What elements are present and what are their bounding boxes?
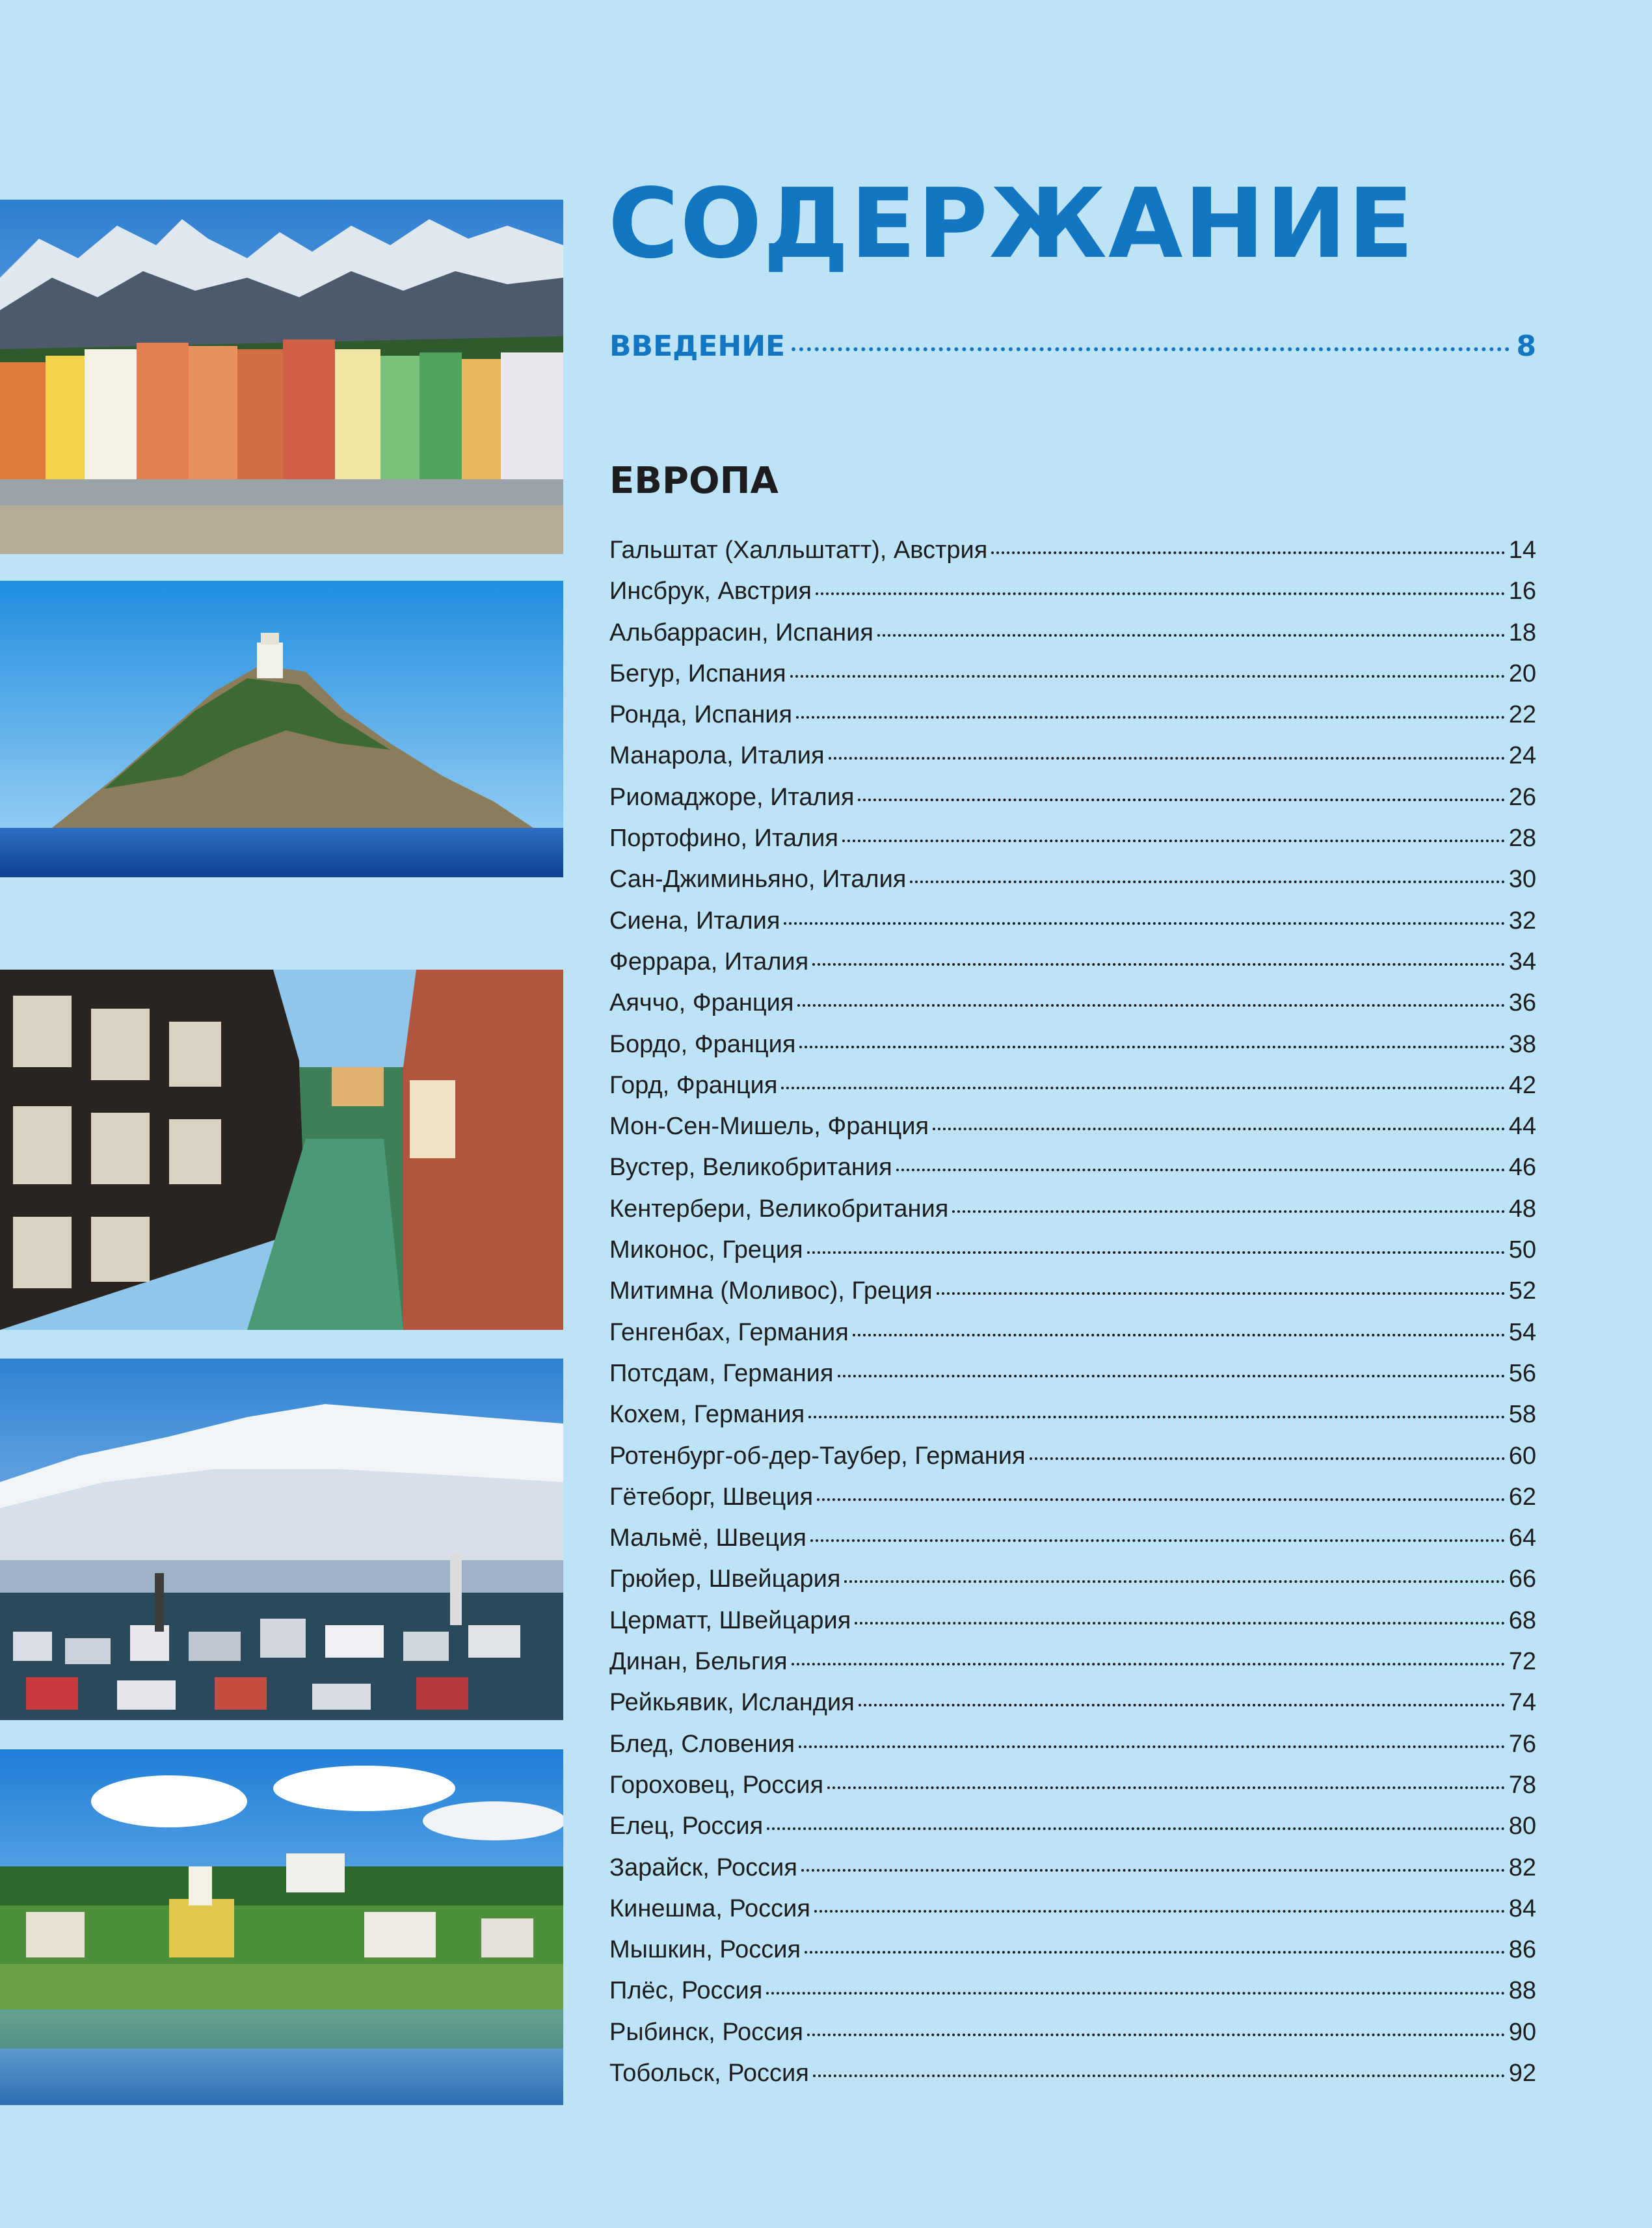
toc-entry-page: 52: [1508, 1277, 1536, 1305]
toc-entry-name: Кинешма, Россия: [609, 1894, 810, 1922]
photo-island-lighthouse: [0, 581, 563, 877]
dot-leader: [842, 840, 1505, 842]
dot-leader: [807, 1251, 1505, 1254]
toc-entry[interactable]: [609, 1853, 1536, 1894]
toc-entry-name: Манарола, Италия: [609, 742, 825, 770]
dot-leader: [790, 675, 1505, 678]
toc-entry[interactable]: [609, 783, 1536, 824]
toc-entry[interactable]: [609, 1483, 1536, 1524]
dot-leader: [812, 963, 1505, 966]
toc-entry[interactable]: [609, 1442, 1536, 1483]
toc-entry-name: Кентербери, Великобритания: [609, 1195, 949, 1223]
toc-entry[interactable]: [609, 1030, 1536, 1071]
toc-entry-name: Ронда, Испания: [609, 701, 793, 729]
toc-entry[interactable]: [609, 2018, 1536, 2059]
dot-leader: [792, 347, 1510, 351]
toc-entry-name: Сан-Джиминьяно, Италия: [609, 866, 907, 894]
toc-entry-name: Кохем, Германия: [609, 1401, 805, 1429]
dot-leader: [855, 1622, 1504, 1625]
toc-entry[interactable]: [609, 1647, 1536, 1688]
toc-entry-name: Мышкин, Россия: [609, 1936, 801, 1964]
toc-entry-page: 82: [1508, 1853, 1536, 1881]
toc-entry[interactable]: [609, 1112, 1536, 1153]
dot-leader: [896, 1169, 1505, 1171]
toc-entry-page: 16: [1508, 577, 1536, 605]
toc-entry-page: 56: [1508, 1359, 1536, 1387]
dot-leader: [799, 1046, 1504, 1048]
toc-entry-page: 18: [1508, 618, 1536, 646]
dot-leader: [799, 1745, 1505, 1748]
dot-leader: [829, 757, 1505, 760]
toc-entry-name: Церматт, Швейцария: [609, 1606, 851, 1634]
toc-entry[interactable]: [609, 1236, 1536, 1277]
toc-entry-page: 68: [1508, 1606, 1536, 1634]
toc-intro-page: 8: [1516, 330, 1536, 363]
toc-entry-name: Горд, Франция: [609, 1071, 778, 1099]
dot-leader: [933, 1128, 1505, 1130]
toc-entry-page: 66: [1508, 1565, 1536, 1593]
toc-entry-page: 28: [1508, 825, 1536, 853]
toc-entry-name: Инсбрук, Австрия: [609, 577, 812, 605]
toc-entry-page: 74: [1508, 1689, 1536, 1717]
toc-entry-name: Феррара, Италия: [609, 948, 809, 975]
toc-entry[interactable]: [609, 1318, 1536, 1359]
toc-entry[interactable]: [609, 1771, 1536, 1812]
toc-entry-name: Риомаджоре, Италия: [609, 783, 855, 811]
toc-entry[interactable]: [609, 824, 1536, 865]
toc-entry-name: Портофино, Италия: [609, 825, 838, 853]
toc-entry-page: 72: [1508, 1648, 1536, 1676]
photo-snowy-mountain-city: [0, 1359, 563, 1720]
toc-entry-page: 46: [1508, 1154, 1536, 1182]
toc-entry[interactable]: [609, 700, 1536, 741]
toc-entry-page: 26: [1508, 783, 1536, 811]
toc-entry-page: 50: [1508, 1236, 1536, 1264]
toc-entry[interactable]: [609, 1812, 1536, 1853]
toc-entry-page: 62: [1508, 1483, 1536, 1511]
dot-leader: [937, 1292, 1505, 1295]
dot-leader: [781, 1087, 1504, 1089]
toc-entry[interactable]: [609, 988, 1536, 1029]
dot-leader: [766, 1992, 1504, 1995]
dot-leader: [796, 716, 1505, 719]
dot-leader: [859, 1704, 1505, 1706]
toc-entry[interactable]: [609, 907, 1536, 948]
toc-entry[interactable]: [609, 1359, 1536, 1400]
toc-entry[interactable]: [609, 865, 1536, 906]
dot-leader: [877, 634, 1505, 637]
toc-entry[interactable]: [609, 2059, 1536, 2100]
toc-entry-name: Мон-Сен-Мишель, Франция: [609, 1113, 929, 1141]
toc-intro-entry[interactable]: [609, 330, 1536, 364]
toc-entry-name: Зарайск, Россия: [609, 1853, 797, 1881]
toc-entry-page: 24: [1508, 742, 1536, 770]
toc-entry-name: Гороховец, Россия: [609, 1771, 824, 1799]
toc-entry[interactable]: [609, 1606, 1536, 1647]
toc-entry-page: 48: [1508, 1195, 1536, 1223]
toc-entry[interactable]: [609, 948, 1536, 988]
dot-leader: [801, 1869, 1505, 1872]
toc-entry-name: Ротенбург-об-дер-Таубер, Германия: [609, 1442, 1026, 1470]
toc-entry-name: Грюйер, Швейцария: [609, 1565, 841, 1593]
toc-entry-page: 80: [1508, 1812, 1536, 1840]
toc-entry[interactable]: [609, 1277, 1536, 1318]
toc-entry-name: Сиена, Италия: [609, 907, 780, 935]
dot-leader: [807, 2034, 1505, 2036]
toc-entry[interactable]: [609, 577, 1536, 618]
toc-entry-page: 36: [1508, 989, 1536, 1017]
toc-entry-page: 78: [1508, 1771, 1536, 1799]
toc-entry[interactable]: [609, 1935, 1536, 1976]
toc-entry[interactable]: [609, 1400, 1536, 1441]
dot-leader: [853, 1334, 1505, 1336]
toc-entry-page: 84: [1508, 1894, 1536, 1922]
toc-entry-name: Вустер, Великобритания: [609, 1154, 892, 1182]
toc-list: [609, 536, 1536, 2100]
dot-leader: [952, 1210, 1504, 1213]
toc-entry[interactable]: [609, 1195, 1536, 1236]
toc-entry[interactable]: [609, 1976, 1536, 2017]
toc-entry[interactable]: [609, 1894, 1536, 1935]
toc-entry-name: Рейкьявик, Исландия: [609, 1689, 855, 1717]
toc-entry-name: Блед, Словения: [609, 1730, 795, 1758]
dot-leader: [858, 799, 1504, 801]
toc-entry-page: 76: [1508, 1730, 1536, 1758]
dot-leader: [810, 1539, 1505, 1542]
dot-leader: [784, 922, 1504, 925]
toc-entry-name: Миконос, Греция: [609, 1236, 803, 1264]
toc-entry-page: 14: [1508, 537, 1536, 564]
toc-entry-name: Елец, Россия: [609, 1812, 764, 1840]
dot-leader: [813, 2075, 1505, 2077]
dot-leader: [808, 1416, 1505, 1418]
toc-entry-page: 32: [1508, 907, 1536, 935]
toc-entry-name: Гальштат (Халльштатт), Австрия: [609, 537, 988, 564]
toc-entry-name: Бордо, Франция: [609, 1030, 796, 1058]
dot-leader: [816, 592, 1505, 595]
toc-entry-name: Альбаррасин, Испания: [609, 618, 873, 646]
dot-leader: [767, 1827, 1505, 1830]
toc-entry-page: 86: [1508, 1936, 1536, 1964]
photo-canal-half-timbered: [0, 970, 563, 1330]
dot-leader: [827, 1786, 1505, 1789]
section-title: ЕВРОПА: [609, 460, 779, 502]
toc-entry-page: 20: [1508, 659, 1536, 687]
toc-entry[interactable]: [609, 1071, 1536, 1112]
toc-entry-name: Плёс, Россия: [609, 1977, 763, 2005]
toc-entry[interactable]: [609, 618, 1536, 659]
dot-leader: [1030, 1457, 1505, 1460]
toc-entry-page: 22: [1508, 701, 1536, 729]
toc-entry-name: Гётеборг, Швеция: [609, 1483, 814, 1511]
dot-leader: [991, 551, 1504, 554]
photo-river-town-churches: [0, 1749, 563, 2105]
dot-leader: [844, 1580, 1504, 1583]
toc-entry-name: Динан, Бельгия: [609, 1648, 788, 1676]
toc-entry[interactable]: [609, 659, 1536, 700]
toc-entry[interactable]: [609, 1688, 1536, 1729]
dot-leader: [792, 1663, 1505, 1665]
dot-leader: [805, 1951, 1505, 1954]
toc-entry[interactable]: [609, 1730, 1536, 1771]
toc-entry[interactable]: [609, 1153, 1536, 1194]
dot-leader: [814, 1910, 1505, 1913]
dot-leader: [797, 1004, 1504, 1007]
toc-entry-name: Аяччо, Франция: [609, 989, 794, 1017]
toc-entry-page: 90: [1508, 2018, 1536, 2046]
toc-entry-page: 54: [1508, 1318, 1536, 1346]
page-title: СОДЕРЖАНИЕ: [608, 168, 1415, 280]
dot-leader: [838, 1375, 1505, 1377]
toc-entry[interactable]: [609, 741, 1536, 782]
toc-entry-page: 92: [1508, 2059, 1536, 2087]
toc-entry-page: 60: [1508, 1442, 1536, 1470]
toc-entry[interactable]: [609, 1524, 1536, 1565]
toc-entry-page: 44: [1508, 1113, 1536, 1141]
toc-entry-page: 38: [1508, 1030, 1536, 1058]
toc-entry-name: Мальмё, Швеция: [609, 1524, 806, 1552]
toc-intro-label: ВВЕДЕНИЕ: [609, 330, 786, 363]
photo-alpine-colorful-houses: [0, 200, 563, 554]
toc-entry-page: 58: [1508, 1401, 1536, 1429]
toc-entry-name: Бегур, Испания: [609, 659, 786, 687]
toc-entry-page: 64: [1508, 1524, 1536, 1552]
toc-entry[interactable]: [609, 536, 1536, 577]
dot-leader: [817, 1498, 1505, 1501]
toc-entry-name: Митимна (Моливос), Греция: [609, 1277, 933, 1305]
toc-entry[interactable]: [609, 1565, 1536, 1606]
toc-entry-page: 88: [1508, 1977, 1536, 2005]
toc-entry-name: Потсдам, Германия: [609, 1359, 834, 1387]
toc-entry-page: 30: [1508, 866, 1536, 894]
toc-entry-name: Генгенбах, Германия: [609, 1318, 849, 1346]
toc-entry-page: 42: [1508, 1071, 1536, 1099]
toc-entry-name: Тобольск, Россия: [609, 2059, 809, 2087]
dot-leader: [910, 881, 1504, 883]
toc-entry-name: Рыбинск, Россия: [609, 2018, 803, 2046]
toc-entry-page: 34: [1508, 948, 1536, 975]
